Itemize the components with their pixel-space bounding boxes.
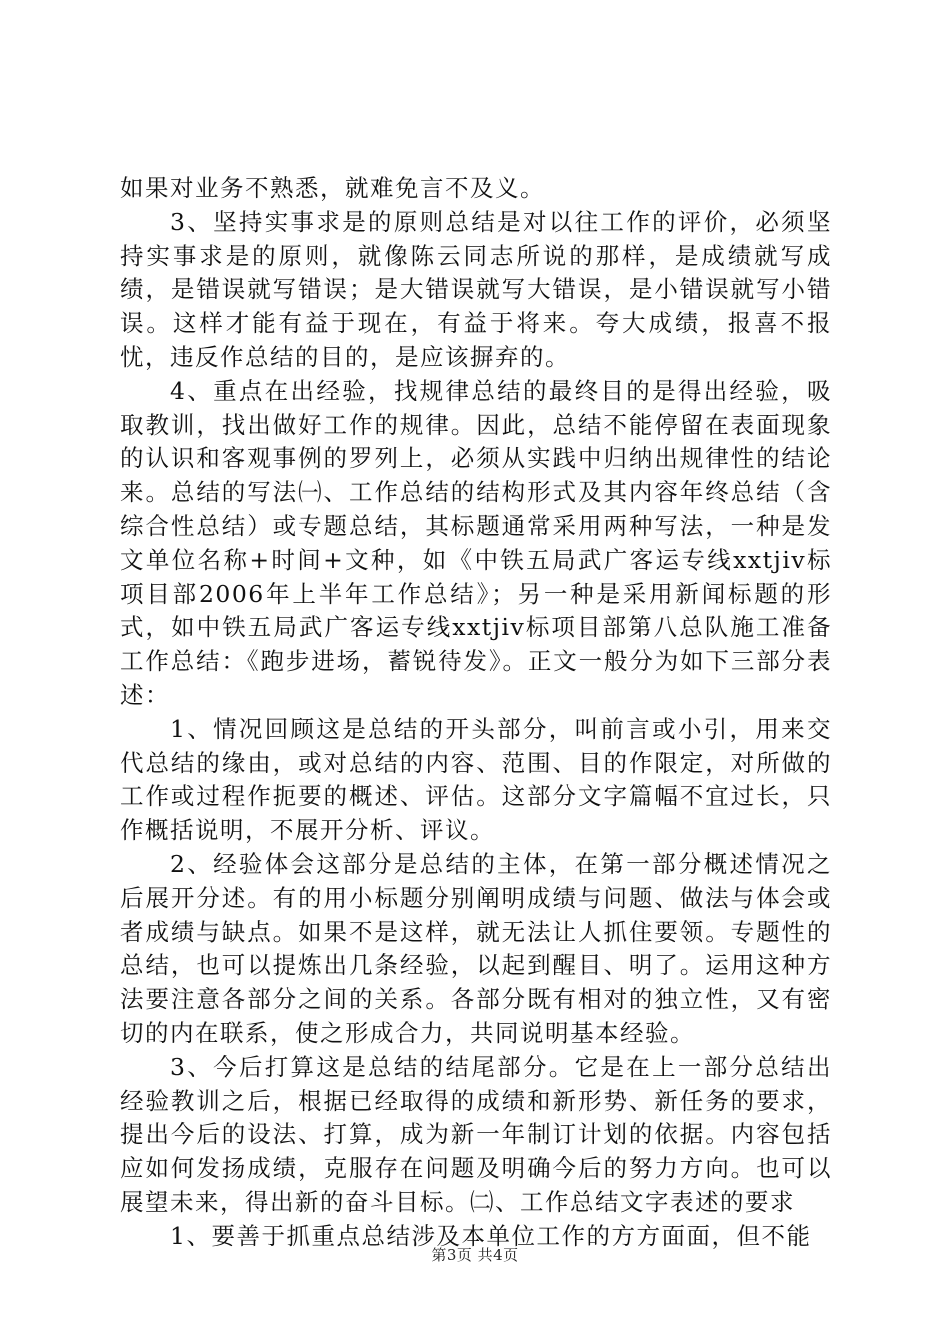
paragraph-grasp-key-points: 1、要善于抓重点总结涉及本单位工作的方方面面，但不能 — [170, 1221, 812, 1250]
paragraph-experience-rules: 4、重点在出经验，找规律总结的最终目的是得出经验，吸取教训，找出做好工作的规律。因此，总结不能停留在表面现象的认识和客观事例的罗列上，必须从实践中归纳出规律性的结论来。总结的写法㈠、工作总结的结构形式及其内容年终总结（含综合性总结）或专题总结，其标题通常采用两种写法，一种是发文单位名称+时间+文种，如《中铁五局武广客运专线xxtjiv标项目部2006年上半年工作总结》；另一种是采用新闻标题的形式，如中铁五局武广客运专线xxtjiv标项目部第八总队施工准备工作总结：《跑步进场，蓄锐待发》。正文一般分为如下三部分表述： — [120, 376, 832, 709]
paragraph-experience-insights: 2、经验体会这部分是总结的主体，在第一部分概述情况之后展开分述。有的用小标题分别阐明成绩与问题、做法与体会或者成绩与缺点。如果不是这样，就无法让人抓住要领。专题性的总结，也可以提炼出几条经验，以起到醒目、明了。运用这种方法要注意各部分之间的关系。各部分既有相对的独立性，又有密切的内在联系，使之形成合力，共同说明基本经验。 — [120, 849, 832, 1047]
document-body — [120, 172, 832, 1254]
paragraph-future-plans: 3、今后打算这是总结的结尾部分。它是在上一部分总结出经验教训之后，根据已经取得的成绩和新形势、新任务的要求，提出今后的设法、打算，成为新一年制订计划的依据。内容包括应如何发扬成绩，克服存在问题及明确今后的努力方向。也可以展望未来，得出新的奋斗目标。㈡、工作总结文字表述的要求 — [120, 1052, 832, 1216]
paragraph-situation-review: 1、情况回顾这是总结的开头部分，叫前言或小引，用来交代总结的缘由，或对总结的内容、范围、目的作限定，对所做的工作或过程作扼要的概述、评估。这部分文字篇幅不宜过长，只作概括说明，不展开分析、评议。 — [120, 714, 832, 845]
paragraph-seek-truth: 3、坚持实事求是的原则总结是对以往工作的评价，必须坚持实事求是的原则，就像陈云同志所说的那样，是成绩就写成绩，是错误就写错误；是大错误就写大错误，是小错误就写小错误。这样才能有益于现在，有益于将来。夸大成绩，报喜不报忧，违反作总结的目的，是应该摒弃的。 — [120, 207, 832, 371]
paragraph-continuation: 如果对业务不熟悉，就难免言不及义。 — [120, 174, 545, 202]
page-number-footer: 第3页 共4页 — [431, 1246, 519, 1264]
